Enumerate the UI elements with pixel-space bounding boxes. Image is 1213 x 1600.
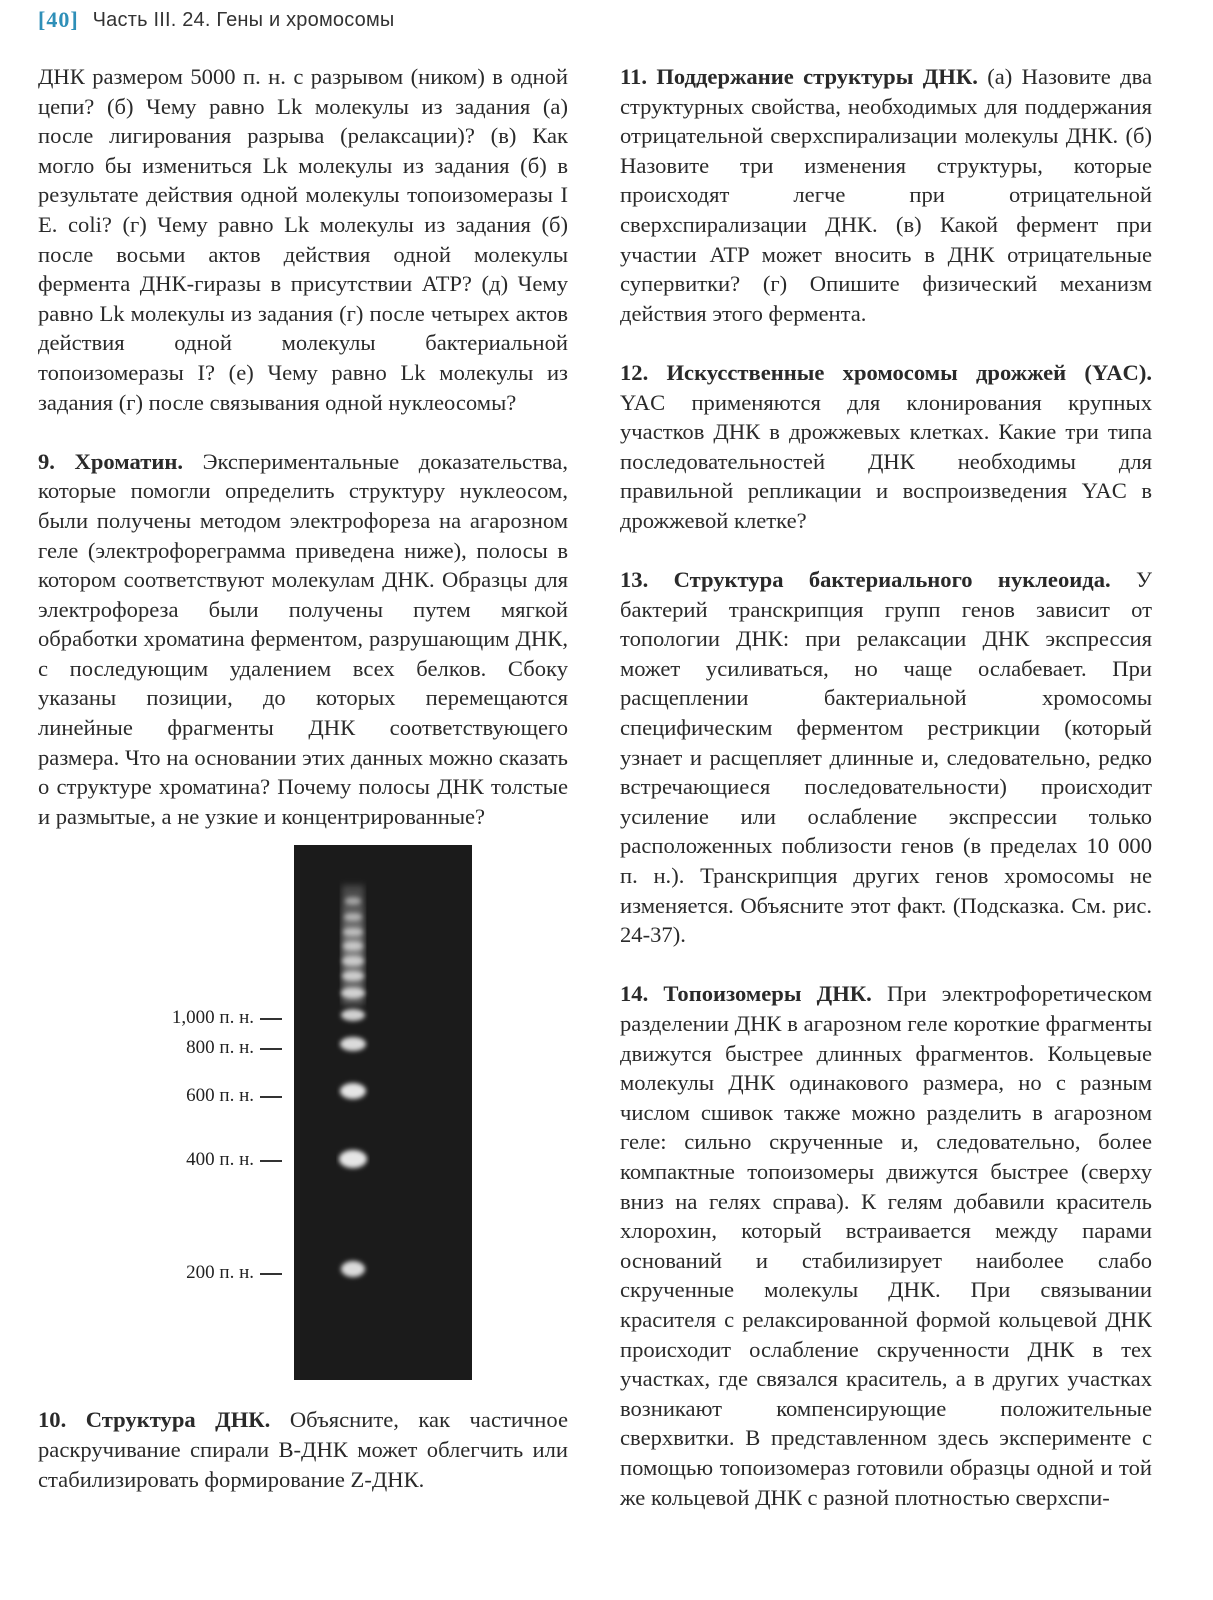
question-13-body: У бактерий транскрипция групп генов зависит от топологии ДНК: при релаксации ДНК экспрессия может усиливаться, но чаще ослабевает. При расщеплении бактериальной хромосомы специфическим ферментом рестрикции (который узнает и расщепляет длинные и, следовательно, редко встречающиеся последовательности) происходит усиление или ослабление экспрессии только расположенных поблизости генов (в пределах 10 000 п. н.). Транскрипция других генов хромосомы не изменяется. Объясните этот факт. (Подсказка. См. рис. 24-37).: [620, 567, 1152, 948]
question-13: [620, 565, 1152, 950]
marker-600: 600 п. н.: [186, 1085, 282, 1107]
question-11: [620, 62, 1152, 328]
gel-image: [294, 845, 472, 1380]
question-13-title: 13. Структура бактериального нуклеоида.: [620, 567, 1111, 593]
page-number: [40]: [38, 7, 79, 32]
gel-bands: [294, 845, 472, 1380]
question-14-title: 14. Топоизомеры ДНК.: [620, 981, 872, 1007]
marker-200: 200 п. н.: [186, 1262, 282, 1284]
question-10: [38, 1405, 568, 1494]
running-header: [38, 6, 395, 34]
marker-800: 800 п. н.: [186, 1037, 282, 1059]
question-9-body: Экспериментальные доказательства, которые помогли определить структуру нуклеосом, были получены методом электрофореза на агарозном геле (электрофореграмма приведена ниже), полосы в котором соответствуют молекулам ДНК. Образцы для электрофореза были получены путем мягкой обработки хроматина ферментом, разрушающим ДНК, с последующим удалением всех белков. Сбоку указаны позиции, до которых перемещаются линейные фрагменты ДНК соответствующего размера. Что на основании этих данных можно сказать о структуре хроматина? Почему полосы ДНК толстые и размытые, а не узкие и концентрированные?: [38, 448, 568, 829]
left-column: [38, 62, 568, 1494]
question-11-title: 11. Поддержание структуры ДНК.: [620, 64, 978, 89]
question-12-body: YAC применяются для клонирования крупных участков ДНК в дрожжевых клетках. Какие три типа последовательностей ДНК необходимы для правильной репликации и воспроизведения YAC в дрожжевой клетке?: [620, 389, 1152, 533]
continued-paragraph: ДНК размером 5000 п. н. с разрывом (ником) в одной цепи? (б) Чему равно Lk молекулы из задания (а) после лигирования разрыва (релаксации)? (в) Как могло бы измениться Lk молекулы из задания (б) в результате действия одной молекулы топоизомеразы I E. coli? (г) Чему равно Lk молекулы из задания (б) после восьми актов действия одной молекулы фермента ДНК-гиразы в присутствии ATP? (д) Чему равно Lk молекулы из задания (г) после четырех актов действия одной молекулы бактериальной топоизомеразы I? (е) Чему равно Lk молекулы из задания (г) после связывания одной нуклеосомы?: [38, 64, 568, 415]
question-10-title: 10. Структура ДНК.: [38, 1407, 271, 1433]
marker-1000: 1,000 п. н.: [172, 1007, 282, 1029]
question-12-title: 12. Искусственные хромосомы дрожжей (YAC).: [620, 359, 1152, 385]
question-11-body: (а) Назовите два структурных свойства, необходимых для поддержания отрицательной сверхспирализации молекулы ДНК. (б) Назовите три изменения структуры, которые происходят легче при отрицательной сверхспирализации ДНК. (в) Какой фермент при участии ATP может вносить в ДНК отрицательные супервитки? (г) Опишите физический механизм действия этого фермента.: [620, 64, 1152, 326]
running-title: Часть III. 24. Гены и хромосомы: [92, 8, 395, 31]
right-column: [620, 62, 1152, 1512]
question-14: [620, 979, 1152, 1512]
question-14-body: При электрофоретическом разделении ДНК в агарозном геле короткие фрагменты движутся быстрее длинных фрагментов. Кольцевые молекулы ДНК одинакового размера, но с разным числом сшивок также можно разделить в агарозном геле: сильно скрученные и, следовательно, более компактные топоизомеры движутся быстрее (сверху вниз на гелях справа). К гелям добавили краситель хлорохин, который встраивается между парами оснований и стабилизирует наиболее слабо скрученные молекулы ДНК. При связывании красителя с релаксированной формой кольцевой ДНК происходит ослабление скрученности ДНК в тех участках, где связался краситель, а в других участках возникают компенсирующие положительные сверхвитки. В представленном здесь эксперименте с помощью топоизомераз готовили образцы одной и той же кольцевой ДНК с разной плотностью сверхспи-: [620, 981, 1152, 1510]
question-12: [620, 358, 1152, 536]
question-9-title: 9. Хроматин.: [38, 448, 184, 474]
question-10-body: Объясните, как частичное раскручивание спирали B-ДНК может облегчить или стабилизировать формирование Z-ДНК.: [38, 1407, 568, 1492]
gel-figure: [38, 845, 568, 1405]
marker-400: 400 п. н.: [186, 1149, 282, 1171]
question-9: [38, 447, 568, 832]
